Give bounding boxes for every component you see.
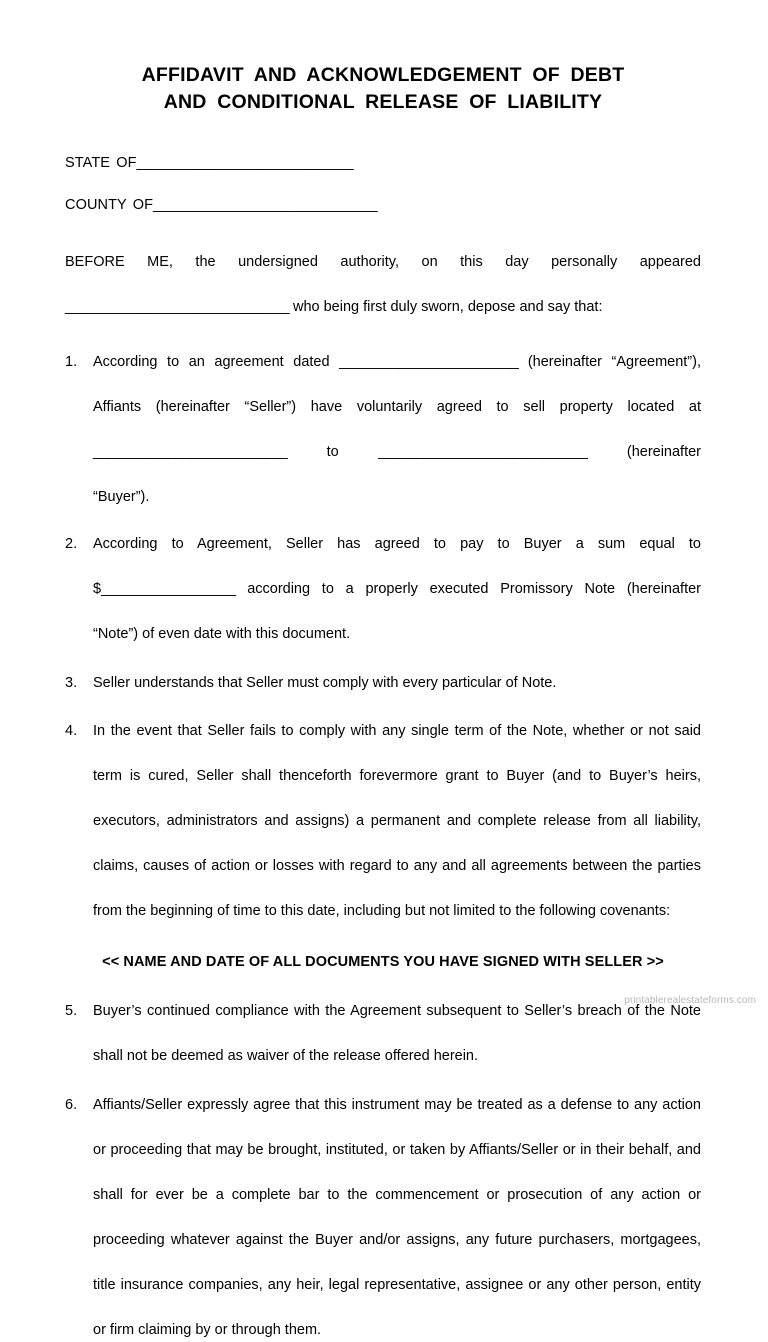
clause-6-line-4: proceeding whatever against the Buyer and/or assigns, any future purchasers, mortgagees, <box>93 1232 701 1248</box>
clause-6-body <box>93 1094 701 1342</box>
clause-1-line-1 <box>93 351 701 396</box>
clause-1-line-3-mid: to <box>326 443 339 460</box>
document-title-line-1: AFFIDAVIT AND ACKNOWLEDGEMENT OF DEBT <box>141 64 625 86</box>
clause-3-text: Seller understands that Seller must comply with every particular of Note. <box>93 674 557 691</box>
clause-5-line-2: shall not be deemed as waiver of the release offered herein. <box>93 1047 479 1064</box>
clause-4 <box>65 720 701 923</box>
clause-1-line-2: Affiants (hereinafter “Seller”) have voluntarily agreed to sell property located at <box>93 398 701 415</box>
county-of-field-row <box>65 196 701 215</box>
clause-6-line-3: shall for ever be a complete bar to the commencement or prosecution of any action or <box>93 1187 701 1203</box>
state-of-blank[interactable]: _____________________________ <box>136 155 354 171</box>
sum-amount-blank[interactable]: __________________ <box>101 581 236 597</box>
clause-2 <box>65 533 701 646</box>
clause-6-line-2: or proceeding that may be brought, instituted, or taken by Affiants/Seller or in their behalf, and <box>93 1142 701 1158</box>
county-of-blank[interactable]: ______________________________ <box>153 197 377 213</box>
clause-1-line-4: “Buyer”). <box>93 488 150 505</box>
clause-4-line-3: executors, administrators and assigns) a permanent and complete release from all liability, <box>93 813 701 829</box>
clause-2-number: 2. <box>65 536 78 552</box>
footer-watermark: printablerealestateforms.com <box>624 995 756 1006</box>
document-title-line-2: AND CONDITIONAL RELEASE OF LIABILITY <box>163 91 603 113</box>
clause-5-body <box>93 1000 701 1068</box>
clause-5-number: 5. <box>65 1002 78 1019</box>
clause-3-body <box>93 672 701 695</box>
clause-4-line-5: from the beginning of time to this date, including but not limited to the following covenants: <box>93 903 671 919</box>
clause-1-line-3-text-b: (hereinafter <box>626 443 702 460</box>
clause-4-line-4: claims, causes of action or losses with regard to any and all agreements between the parties <box>93 858 701 874</box>
clause-3 <box>65 672 701 695</box>
signed-documents-callout: << NAME AND DATE OF ALL DOCUMENTS YOU HAVE SIGNED WITH SELLER >> <box>102 953 664 970</box>
document-title <box>65 0 701 116</box>
clause-3-number: 3. <box>65 674 78 691</box>
clause-4-body <box>93 720 701 923</box>
clause-4-line-2: term is cured, Seller shall thenceforth forevermore grant to Buyer (and to Buyer’s heirs, <box>93 768 701 784</box>
clause-6-line-1: Affiants/Seller expressly agree that this instrument may be treated as a defense to any action <box>93 1097 701 1113</box>
clause-1-number: 1. <box>65 353 78 370</box>
clause-4-line-1: In the event that Seller fails to comply with any single term of the Note, whether or not said <box>93 723 701 739</box>
dollar-sign: $ <box>93 581 102 597</box>
agreement-date-blank[interactable]: ________________________ <box>339 353 519 370</box>
clause-5 <box>65 1000 701 1068</box>
property-address-blank[interactable]: __________________________ <box>93 443 288 460</box>
clause-6-number: 6. <box>65 1097 78 1113</box>
state-of-label: STATE OF <box>65 155 137 171</box>
clause-2-line-2-text-b: according to a properly executed Promissory Note (hereinafter <box>235 581 701 597</box>
clause-6-line-5: title insurance companies, any heir, legal representative, assignee or any other person, entity <box>93 1277 701 1293</box>
clause-1-body <box>93 351 701 509</box>
preamble-paragraph <box>65 251 701 319</box>
clause-2-line-2 <box>93 578 701 623</box>
preamble-line-2 <box>65 296 701 319</box>
county-of-label: COUNTY OF <box>65 197 154 213</box>
preamble-line-2-text: who being first duly sworn, depose and say that: <box>288 299 603 315</box>
clause-1-line-3 <box>93 441 701 486</box>
clause-2-body <box>93 533 701 646</box>
state-of-field-row <box>65 154 701 173</box>
clause-6 <box>65 1094 701 1342</box>
clause-5-line-1: Buyer’s continued compliance with the Agreement subsequent to Seller’s breach of the Note <box>93 1002 701 1019</box>
clause-6-line-6: or firm claiming by or through them. <box>93 1322 322 1338</box>
affiant-name-blank[interactable]: ______________________________ <box>65 299 289 315</box>
clause-1-line-1-text-b: (hereinafter “Agreement”), <box>518 353 701 370</box>
buyer-name-blank[interactable]: ____________________________ <box>378 443 588 460</box>
preamble-line-1: BEFORE ME, the undersigned authority, on this day personally appeared <box>65 254 701 270</box>
document-content <box>65 0 701 1342</box>
clause-4-number: 4. <box>65 723 78 739</box>
clause-1-line-1-text-a: According to an agreement dated <box>93 353 340 370</box>
clause-2-line-3: “Note”) of even date with this document. <box>93 626 351 642</box>
clause-2-line-1: According to Agreement, Seller has agreed to pay to Buyer a sum equal to <box>93 536 701 552</box>
clause-1 <box>65 351 701 509</box>
